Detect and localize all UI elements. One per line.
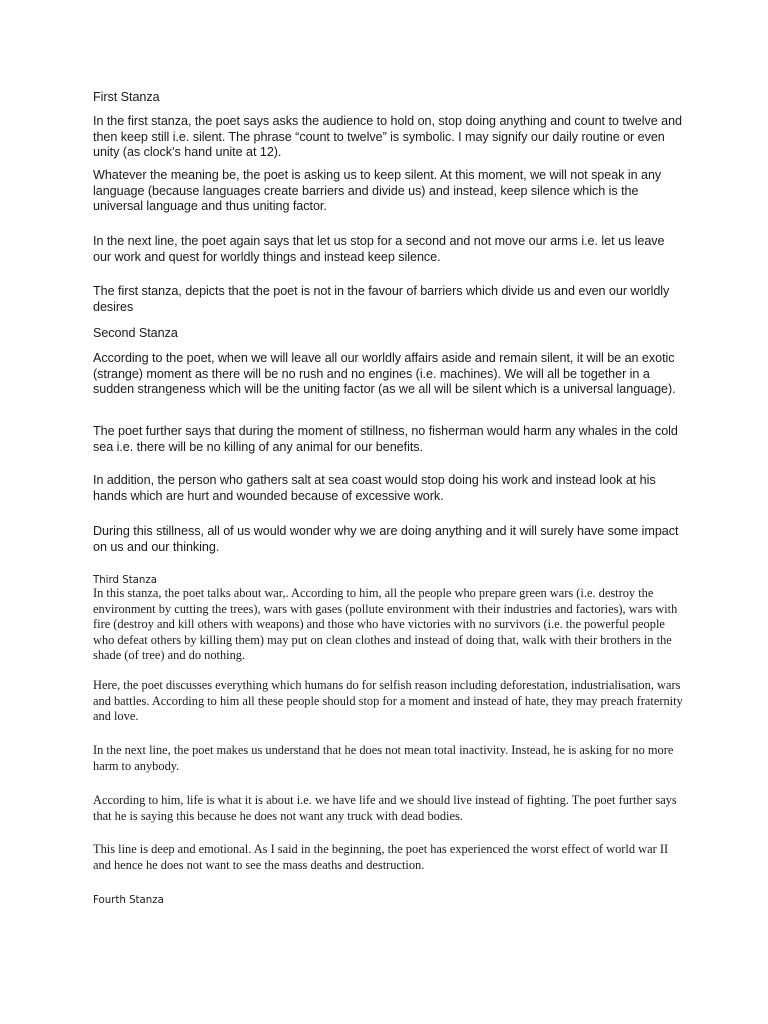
paragraph: The first stanza, depicts that the poet is not in the favour of barriers which divide us and even our worldly desires — [93, 284, 670, 314]
paragraph: According to him, life is what it is about i.e. we have life and we should live instead of fighting. The poet further says that he is saying this because he does not want any truck with dead bodies. — [93, 793, 677, 823]
paragraph: In the next line, the poet again says that let us stop for a second and not move our arms i.e. let us leave our work and quest for worldly things and instead keep silence. — [93, 234, 665, 264]
heading-second-stanza: Second Stanza — [93, 326, 178, 340]
paragraph: In this stanza, the poet talks about war,. According to him, all the people who prepare green wars (i.e. destroy the environment by cutting the trees), wars with gases (pollute environment with their industries and factories), wars with fire (destroy and kill others with weapons) and those who have victories with no survivors (i.e. the powerful people who defeat others by killing them) may put on clean clothes and instead of doing that, walk with their brothers in the shade (of tree) and do nothing. — [93, 586, 678, 663]
heading-fourth-stanza: Fourth Stanza — [93, 895, 164, 906]
paragraph: According to the poet, when we will leave all our worldly affairs aside and remain silent, it will be an exotic (strange) moment as there will be no rush and no engines (i.e. machines). We will all be together in a sudden strangeness which will be the uniting factor (as we all will be silent which is a universal language). — [93, 351, 676, 396]
paragraph: Here, the poet discusses everything which humans do for selfish reason including deforestation, industrialisation, wars and battles. According to him all these people should stop for a moment and instead of hate, they may preach fraternity and love. — [93, 678, 683, 724]
paragraph: During this stillness, all of us would wonder why we are doing anything and it will surely have some impact on us and our thinking. — [93, 524, 679, 554]
heading-third-stanza: Third Stanza — [93, 575, 157, 586]
paragraph: This line is deep and emotional. As I said in the beginning, the poet has experienced the worst effect of world war II and hence he does not want to see the mass deaths and destruction. — [93, 842, 669, 872]
paragraph: The poet further says that during the moment of stillness, no fisherman would harm any whales in the cold sea i.e. there will be no killing of any animal for our benefits. — [93, 424, 678, 454]
paragraph: In the next line, the poet makes us understand that he does not mean total inactivity. Instead, he is asking for no more harm to anybody. — [93, 743, 674, 773]
paragraph: Whatever the meaning be, the poet is asking us to keep silent. At this moment, we will not speak in any language (because languages create barriers and divide us) and instead, keep silence which is the universal language and thus uniting factor. — [93, 168, 662, 213]
paragraph: In addition, the person who gathers salt at sea coast would stop doing his work and instead look at his hands which are hurt and wounded because of excessive work. — [93, 473, 656, 503]
heading-first-stanza: First Stanza — [93, 90, 160, 104]
paragraph: In the first stanza, the poet says asks the audience to hold on, stop doing anything and count to twelve and then keep still i.e. silent. The phrase “count to twelve” is symbolic. I may signify our daily routine or even unity (as clock’s hand unite at 12). — [93, 114, 682, 159]
